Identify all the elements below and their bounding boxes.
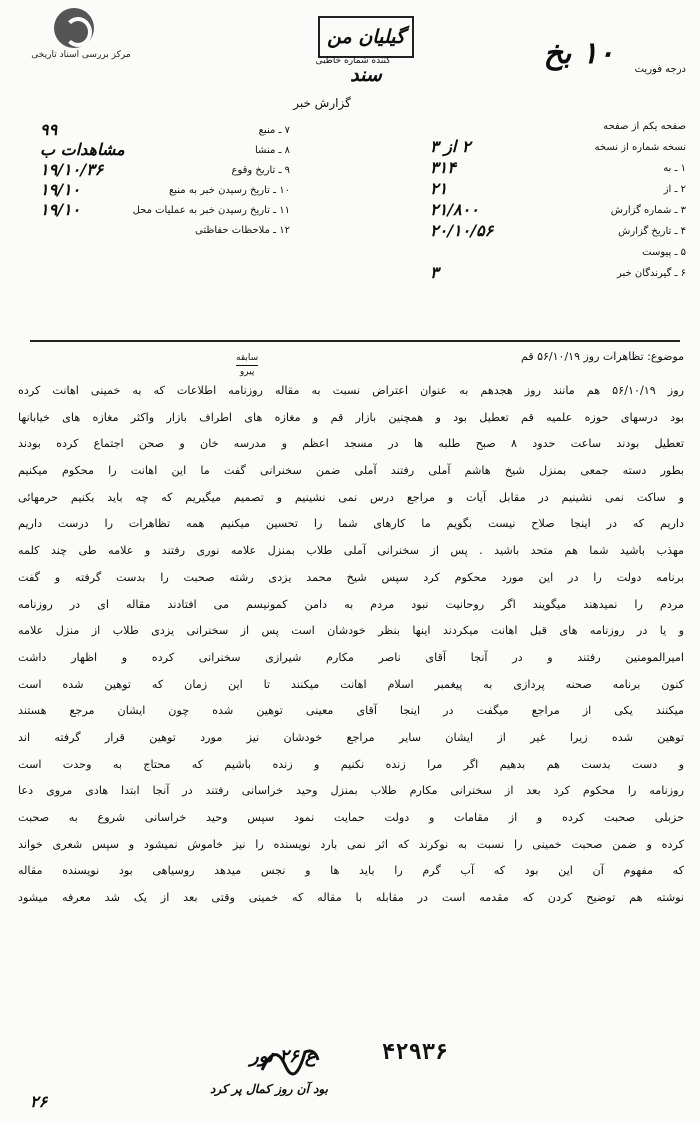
field-value: ۳۱۴ (430, 158, 456, 177)
stamp-box: گیلیان من سند (318, 16, 414, 58)
header-divider (30, 340, 680, 342)
archive-number: ۴۲۹۳۶ (382, 1040, 449, 1065)
body-line: نوشته هم توضیح کردن که مقدمه است در مقابله با مقاله که خمینی وقتی بعد از یک شد معرفه میشود (18, 891, 684, 905)
body-line: میکنند یکی از مراجع میگفت در اینجا آقای معینی توهین شده چون ایشان مرجع هستند (18, 704, 684, 718)
body-line: توهین شده زیرا غیر از ایشان سایر مراجع خودشان نیز مورد توهین قرار گرفته اند (18, 730, 684, 744)
watermark-logo (6, 6, 156, 64)
signature-note: بود آن روز کمال پر کرد (210, 1082, 328, 1096)
field-value: ۱۹/۱۰ (40, 200, 81, 219)
field-label: ۴ ـ تاریخ گزارش (618, 226, 686, 237)
field-row (400, 118, 686, 139)
urgency-label: درجه فوریت (634, 64, 686, 75)
body-line: و دست بدست هم بدهیم اگر مرا زنده نکنیم و زنده باشیم که محتاج به وحدت است (18, 757, 684, 771)
signature-name: ع ۲۶ نور (250, 1046, 316, 1067)
subject-line: موضوع: تظاهرات روز ۵۶/۱۰/۱۹ قم (521, 350, 684, 363)
field-row (20, 202, 290, 222)
field-row (20, 162, 290, 182)
stamp-subtitle: کننده شماره خاطبی (315, 56, 391, 66)
body-line: داریم که در اینجا صلاح نیست بگویم ما کارهای شما را تحسین میکنیم همه تظاهرات را درست داریم (18, 517, 684, 531)
body-line: تعطیل بودند ساعت حدود ۸ صبح طلبه ها در مسجد اعظم و مدرسه خان و صحن اجتماع کرده بودند (18, 437, 684, 451)
body-line: مردم را نمیدهند میگویند اگر روحانیت نبود مردم به دامن کمونیسم می افتادند مقاله ای در روزنامه (18, 597, 684, 611)
body-line: بود درسهای حوزه علمیه قم تعطیل بود و همچنین بازار قم و مغازه های اطراف بازار واکثر مغازه های خیابانها (18, 410, 684, 424)
field-label: ۲ ـ از (663, 184, 686, 195)
fields-right (400, 118, 686, 286)
field-row (400, 223, 686, 244)
body-line: برنامه دولت را در این مورد محکوم کرد سپس شیخ محمد یزدی رشته صحبت را بدست گرفته و گفت (18, 570, 684, 584)
watermark-text: مرکز بررسی اسناد تاریخی (31, 50, 131, 60)
body-line: امیرالمومنین رفتند و در آنجا آقای ناصر مکارم شیرازی سخنرانی کرده و اظهار داشت (18, 650, 684, 664)
field-label: ۳ ـ شماره گزارش (610, 205, 686, 216)
field-value: ۹۹ (40, 120, 58, 139)
field-row (20, 182, 290, 202)
form-title: گزارش خبر (293, 96, 351, 110)
fields-left (20, 122, 290, 242)
page-number: ۲۶ (30, 1092, 48, 1111)
body-line: روزنامه را محکوم کرد بعد از سخنرانی مکارم طلاب بمنزل وحید خراسانی رفتند در آنجا ابتدا هادی مروی دعا (18, 784, 684, 798)
field-value: ۲۱ (430, 179, 448, 198)
followup-label: پیرو (239, 367, 255, 377)
field-label: ۱ ـ به (663, 163, 686, 174)
field-row (400, 160, 686, 181)
urgency-handwritten: ۱۰ بخ (543, 36, 614, 71)
body-line: کنون برنامه صحنه پردازی به پیغمبر اسلام اهانت میکنند تا این زمان که توهین شده است (18, 677, 684, 691)
body-line: کرده و ضمن صحبت خمینی را نسبت به نوکرند که اثر نمی بارد نویسنده را نیز خاموش نمیشود و سپس شعری خواند (18, 837, 684, 851)
field-label: ۵ ـ پیوست (642, 247, 686, 258)
field-value: ۱۹/۱۰ (40, 180, 81, 199)
field-label: ۱۲ ـ ملاحظات حفاظتی (195, 225, 290, 236)
field-row (20, 122, 290, 142)
field-row (20, 142, 290, 162)
field-label: ۱۱ ـ تاریخ رسیدن خبر به عملیات محل (132, 205, 290, 216)
field-label: صفحه یکم از صفحه (603, 121, 686, 132)
field-value: ۲۰/۱۰/۵۶ (430, 221, 494, 240)
field-label: ۷ ـ منبع (258, 125, 290, 136)
reference-label: سابقه (236, 352, 258, 366)
body-line: حزبلی صحبت کرده و از مقامات و دولت حمایت نمود سپس وحید خراسانی شروع به صحبت (18, 811, 684, 824)
body-line: و یا در روزنامه های قبل اهانت میکردند اینها بنظر خودشان است پس از سخنرانی یزدی طلاب از منزل علامه (18, 624, 684, 638)
field-label: ۹ ـ تاریخ وقوع (231, 165, 290, 176)
archive-logo-icon (54, 8, 94, 48)
field-row (400, 265, 686, 286)
field-row (400, 202, 686, 223)
field-label: ۸ ـ منشا (254, 145, 290, 156)
field-row (20, 222, 290, 242)
body-line: بطور دسته جمعی بمنزل شیخ هاشم آملی رفتند آملی ضمن سخنرانی گفت ما این اهانت را محکوم میکنیم (18, 464, 684, 478)
body-line: روز ۵۶/۱۰/۱۹ هم مانند روز هجدهم به عنوان اعتراض نسبت به مقاله روزنامه اطلاعات که به خمینی اهانت کرده (18, 384, 684, 397)
body-line: که مفهوم آن این بود که آب گرم را باید ها و نجس میدهد روسیاهی بود نویسنده مقاله (18, 864, 684, 878)
report-body (18, 378, 684, 912)
field-value: ۲۱/۸۰۰ (430, 200, 479, 219)
reference-box (236, 352, 258, 379)
field-value: ۱۹/۱۰/۳۶ (40, 160, 104, 179)
field-value: مشاهدات ب (40, 140, 125, 159)
field-label: ۱۰ ـ تاریخ رسیدن خبر به منبع (168, 185, 290, 196)
body-line: مهذب باشید شما هم متحد باشید . پس از سخنرانی آملی طلاب بمنزل علامه نوری رفتند و علامه طی چند کلمه (18, 544, 684, 558)
field-row (400, 181, 686, 202)
field-label: ۶ ـ گیرندگان خبر (616, 268, 686, 279)
signature-area (170, 1040, 510, 1100)
field-value: ۳ (430, 263, 439, 282)
field-row (400, 139, 686, 160)
field-label: نسخه شماره از نسخه (594, 142, 686, 153)
field-row (400, 244, 686, 265)
field-value: ۲ از ۳ (430, 137, 471, 156)
body-line: و ساکت نمی نشینیم در مقابل آیات و مراجع درس نمی نشینیم و تصمیم میگیریم که چه باید بکنیم حرمهائی (18, 490, 684, 504)
